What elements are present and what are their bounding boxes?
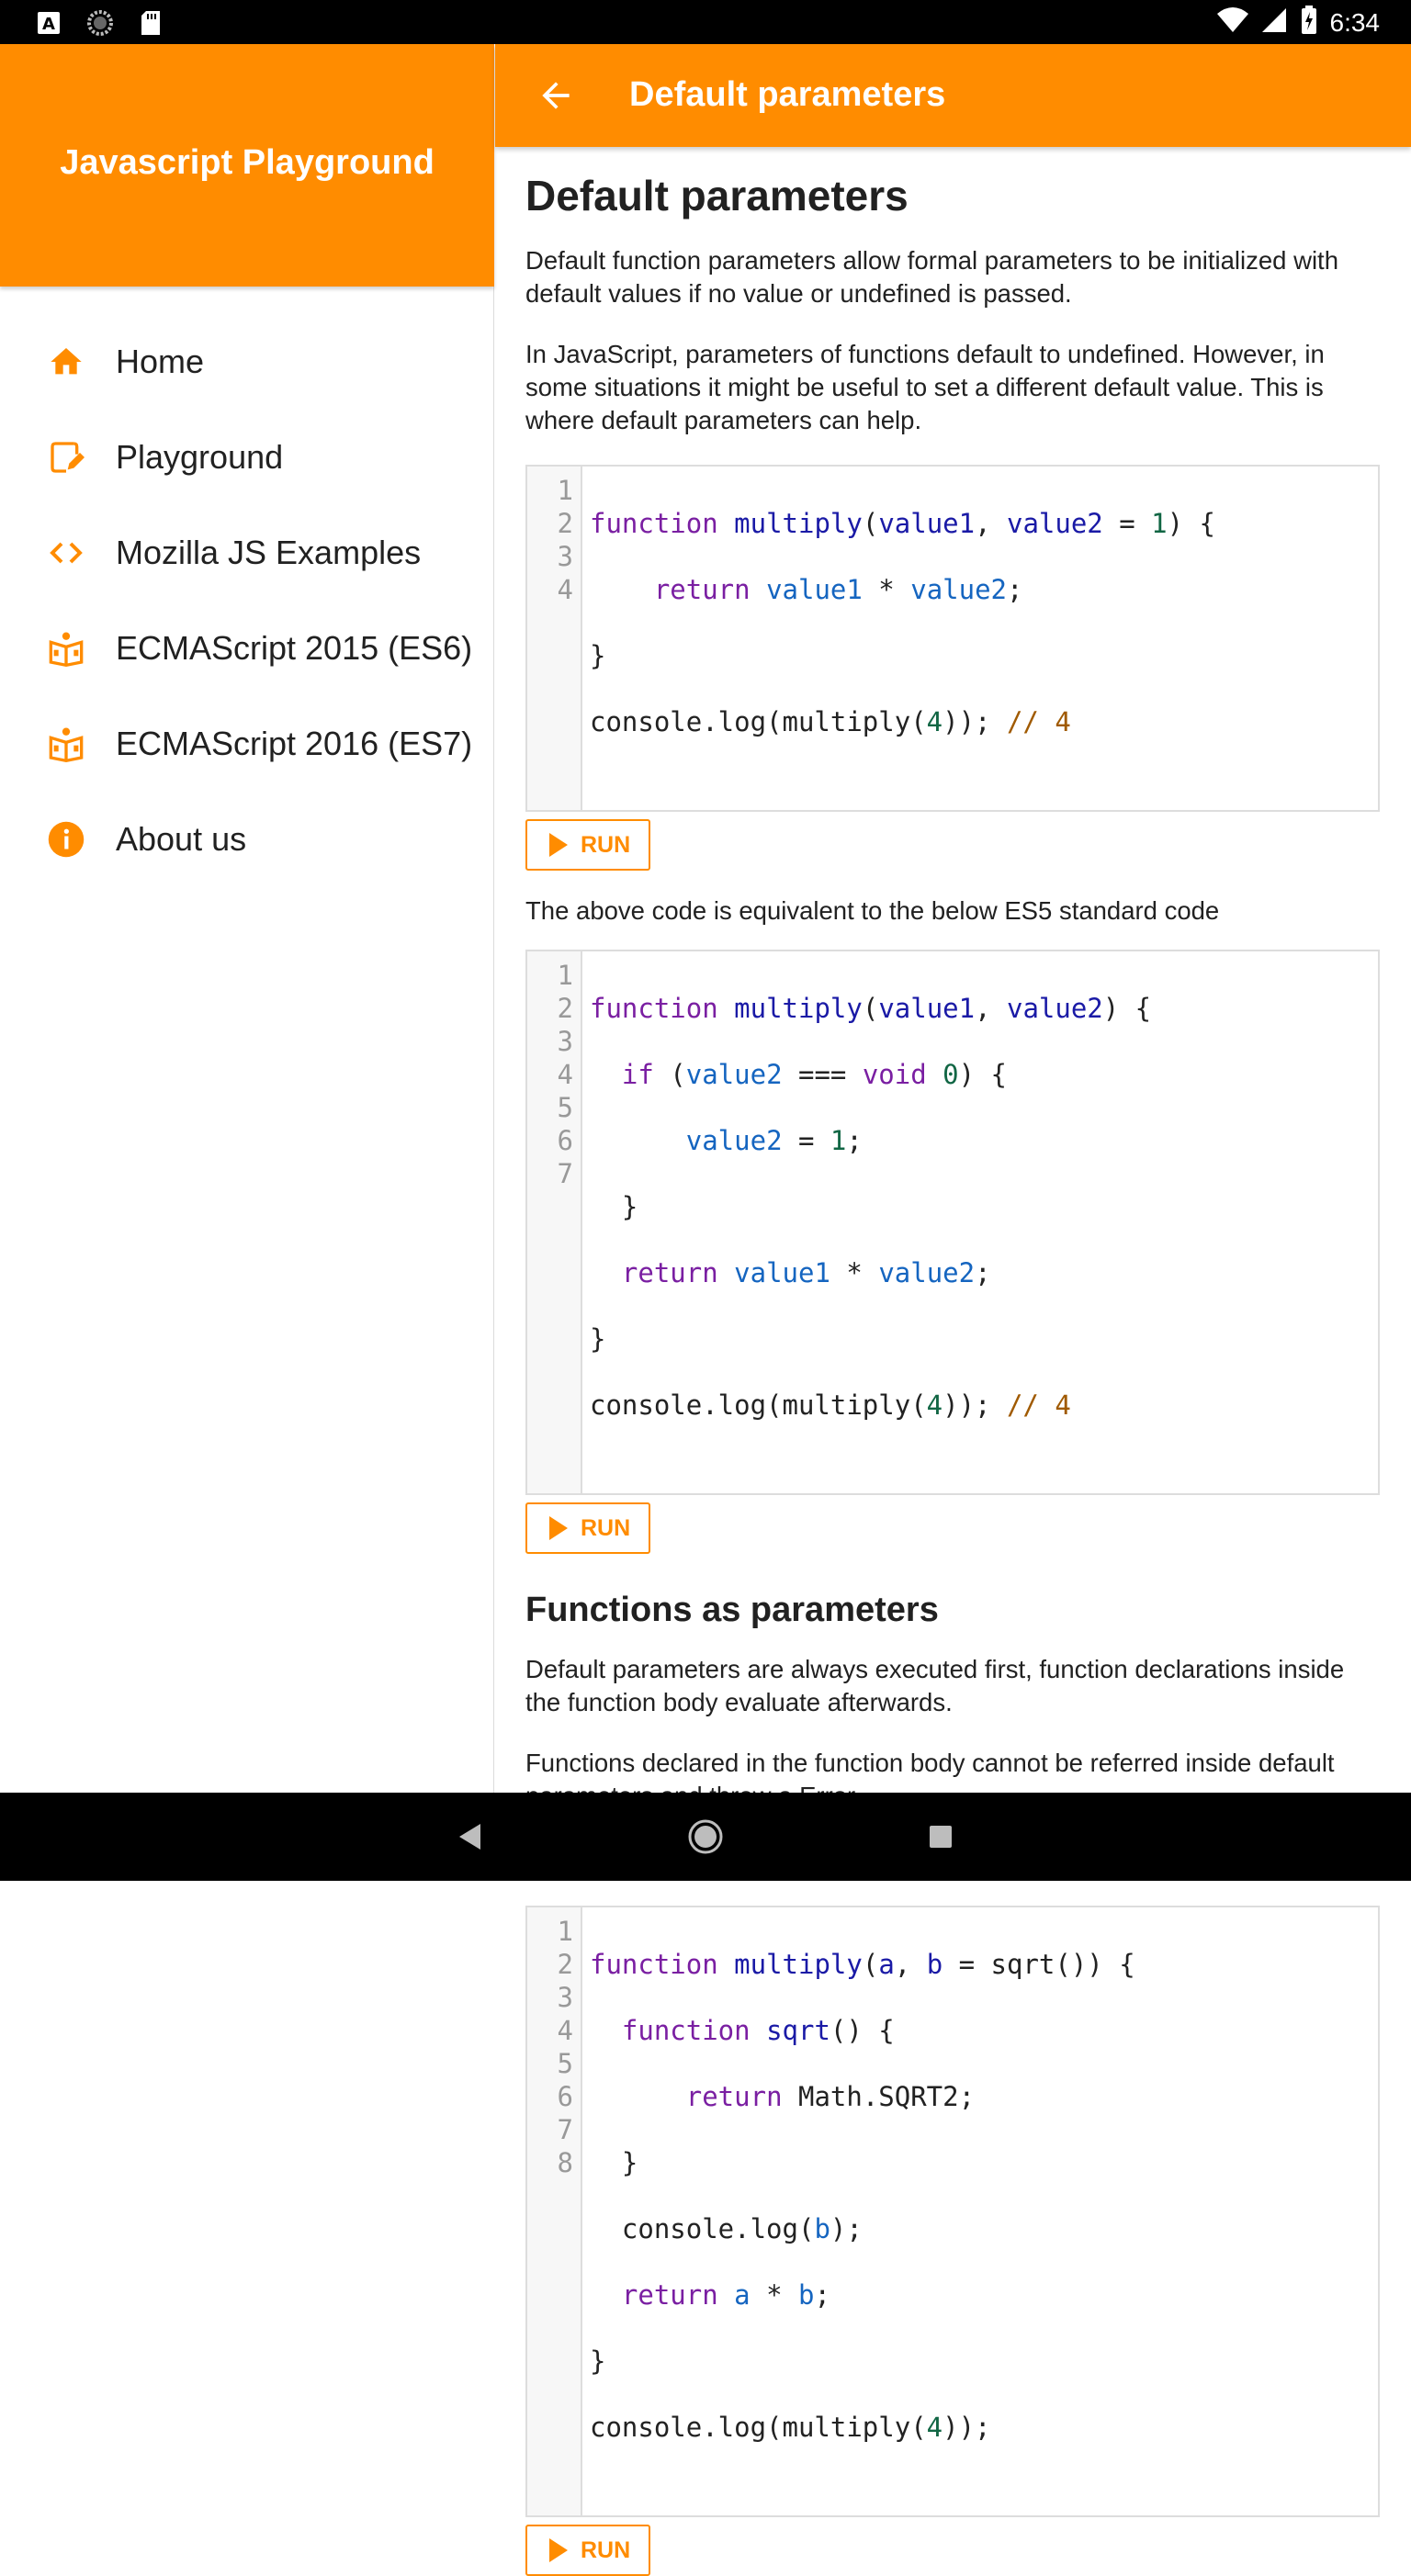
font-a-icon (37, 11, 61, 39)
status-time: 6:34 (1329, 7, 1380, 37)
article-heading: Default parameters (525, 172, 909, 219)
play-icon (547, 1515, 570, 1541)
page-title: Default parameters (629, 75, 946, 114)
section-heading: Functions as parameters (525, 1591, 939, 1629)
status-bar (0, 0, 1411, 44)
run-button-3[interactable] (525, 2525, 650, 2576)
code-block-1[interactable] (525, 465, 1380, 812)
drawer-title: Javascript Playground (60, 143, 435, 182)
play-icon (547, 832, 570, 858)
signal-icon (1262, 6, 1288, 39)
code-block-2[interactable] (525, 950, 1380, 1495)
drawer-item-es6[interactable] (0, 601, 494, 696)
line-numbers: 1 2 3 4 5 6 7 (527, 951, 582, 1493)
drawer-item-label: ECMAScript 2016 (ES7) (116, 725, 473, 762)
drawer-header (0, 44, 494, 287)
drawer-item-es7[interactable] (0, 696, 494, 792)
drawer-item-label: Home (116, 343, 205, 380)
info-icon (46, 819, 86, 860)
drawer-item-label: Mozilla JS Examples (116, 534, 422, 571)
book-icon (46, 724, 86, 764)
back-arrow-icon[interactable] (536, 75, 576, 116)
equivalence-paragraph: The above code is equivalent to the below ES5 standard code (525, 896, 1220, 925)
book-icon (46, 628, 86, 669)
home-circle-icon[interactable] (683, 1815, 728, 1859)
navigation-drawer (0, 44, 494, 1793)
line-numbers: 1 2 3 4 (527, 467, 582, 810)
drawer-item-label: About us (116, 820, 247, 858)
run-button-2[interactable] (525, 1502, 650, 1554)
code-block-3[interactable] (525, 1906, 1380, 2517)
recents-square-icon[interactable] (919, 1815, 963, 1859)
home-icon (46, 342, 86, 382)
battery-icon (1301, 6, 1317, 39)
drawer-item-home[interactable] (0, 314, 494, 410)
code-text[interactable]: function multiply(value1, value2) { if (value2 === void 0) { value2 = 1; } return value1 * value2; } console.log(multiply(4)); // 4 (590, 993, 1152, 1421)
functions-paragraph-2: Functions declared in the function body cannot be referred inside default (525, 1749, 1335, 1777)
sd-card-icon (140, 10, 162, 40)
svg-text:A: A (42, 15, 55, 34)
drawer-item-playground[interactable] (0, 410, 494, 505)
run-label: RUN (581, 2537, 631, 2563)
intro-paragraph-2: In JavaScript, parameters of functions default to undefined. However, in some situations it might be useful to set a different default value. This is where default parameters can help. (525, 340, 1325, 434)
code-text[interactable]: function multiply(a, b = sqrt()) { function sqrt() { return Math.SQRT2; } console.log(b); return a * b; } console.log(multiply(4)); (590, 1949, 1135, 2443)
code-icon (46, 533, 86, 573)
run-button-1[interactable] (525, 819, 650, 871)
functions-paragraph-1: Default parameters are always executed first, function declarations inside the function body evaluate afterwards. (525, 1655, 1345, 1716)
wifi-icon (1216, 6, 1249, 39)
drawer-menu (0, 314, 494, 887)
system-nav-bar (0, 1793, 1411, 1881)
back-triangle-icon[interactable] (448, 1815, 492, 1859)
line-numbers: 1 2 3 4 5 6 7 8 (527, 1907, 582, 2515)
run-label: RUN (581, 831, 631, 858)
drawer-item-label: ECMAScript 2015 (ES6) (116, 629, 473, 667)
drawer-item-about-us[interactable] (0, 792, 494, 887)
intro-paragraph-1: Default function parameters allow formal parameters to be initialized with default values if no value or undefined is passed. (525, 246, 1338, 308)
edit-icon (46, 437, 86, 478)
sync-icon (86, 9, 114, 41)
run-label: RUN (581, 1514, 631, 1541)
code-text[interactable]: function multiply(value1, value2 = 1) { return value1 * value2; } console.log(multiply(4)); // 4 (590, 508, 1216, 737)
drawer-item-mozilla-js-examples[interactable] (0, 505, 494, 601)
play-icon (547, 2537, 570, 2563)
app-bar (495, 44, 1411, 147)
article-content (495, 147, 1411, 2563)
drawer-item-label: Playground (116, 438, 284, 476)
